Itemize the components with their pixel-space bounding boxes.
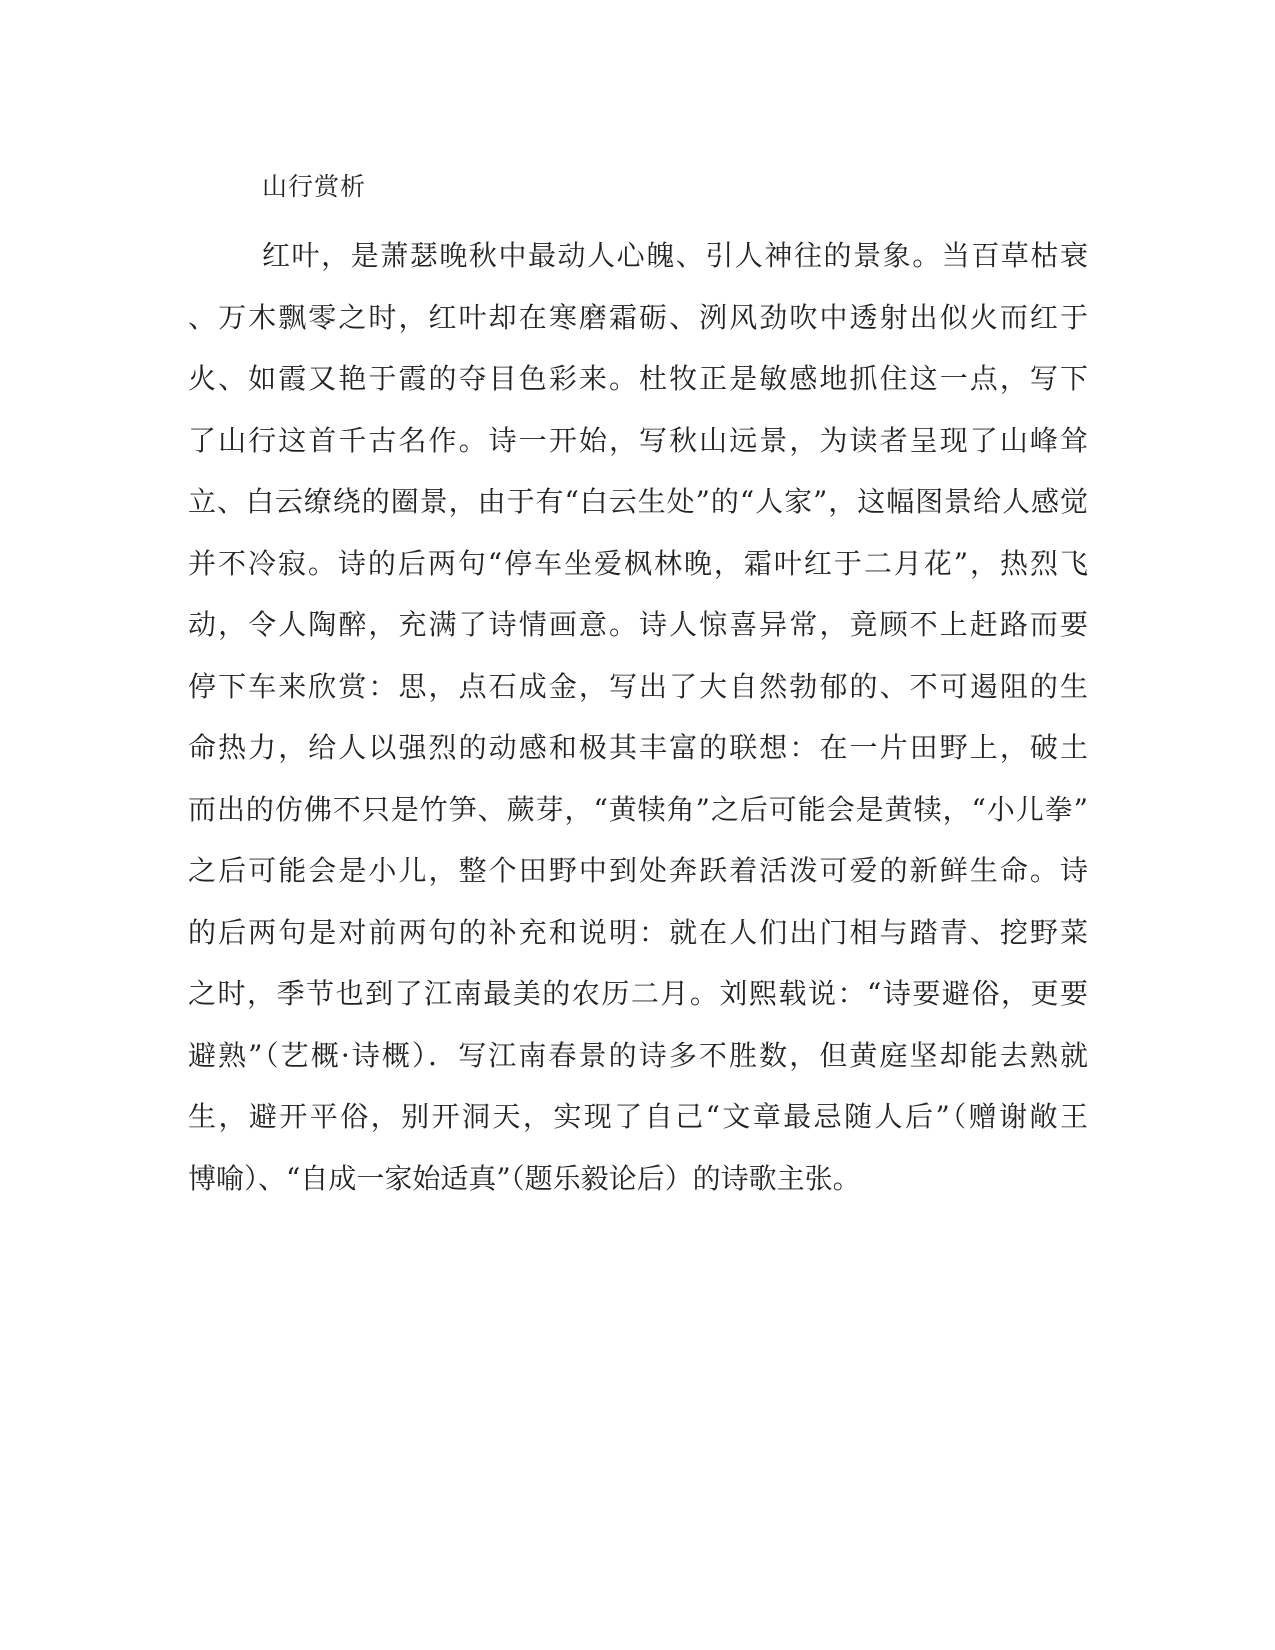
- text-line: 停下车来欣赏：思，点石成金，写出了大自然勃郁的、不可遏阻的生: [188, 669, 1088, 703]
- text-line: 火、如霞又艳于霞的夺目色彩来。杜牧正是敏感地抓住这一点，写下: [188, 362, 1088, 395]
- text-line: 的后两句是对前两句的补充和说明：就在人们出门相与踏青、挖野菜: [188, 915, 1088, 949]
- text-line: 之时，季节也到了江南最美的农历二月。刘熙载说：“诗要避俗，更要: [188, 977, 1088, 1010]
- text-line: 命热力，给人以强烈的动感和极其丰富的联想：在一片田野上，破土: [188, 731, 1088, 764]
- document-title: 山行赏析: [262, 172, 367, 201]
- text-line: 了山行这首千古名作。诗一开始，写秋山远景，为读者呈现了山峰耸: [188, 423, 1088, 457]
- text-line: 动，令人陶醉，充满了诗情画意。诗人惊喜异常，竟顾不上赶路而要: [188, 608, 1088, 641]
- text-line: 之后可能会是小儿，整个田野中到处奔跃着活泼可爱的新鲜生命。诗: [188, 854, 1088, 887]
- body-paragraph: [188, 225, 1088, 1209]
- text-line: 并不冷寂。诗的后两句“停车坐爱枫林晚，霜叶红于二月花”，热烈飞: [188, 546, 1088, 580]
- text-line: 、万木飘零之时，红叶却在寒磨霜砺、洌风劲吹中透射出似火而红于: [188, 300, 1088, 334]
- text-line: 红叶，是萧瑟晚秋中最动人心魄、引人神往的景象。当百草枯衰: [262, 239, 1088, 272]
- text-line: 立、白云缭绕的圈景，由于有“白云生处”的“人家”，这幅图景给人感觉: [188, 485, 1088, 518]
- text-line: 生，避开平俗，别开洞天，实现了自己“文章最忌随人后”（赠谢敞王: [188, 1100, 1088, 1133]
- text-line: 博喻）、“自成一家始适真”（题乐毅论后）的诗歌主张。: [188, 1161, 861, 1195]
- text-line: 避熟”（艺概·诗概）．写江南春景的诗多不胜数，但黄庭坚却能去熟就: [188, 1038, 1088, 1072]
- text-line: 而出的仿佛不只是竹笋、蕨芽，“黄犊角”之后可能会是黄犊，“小儿拳”: [188, 792, 1088, 826]
